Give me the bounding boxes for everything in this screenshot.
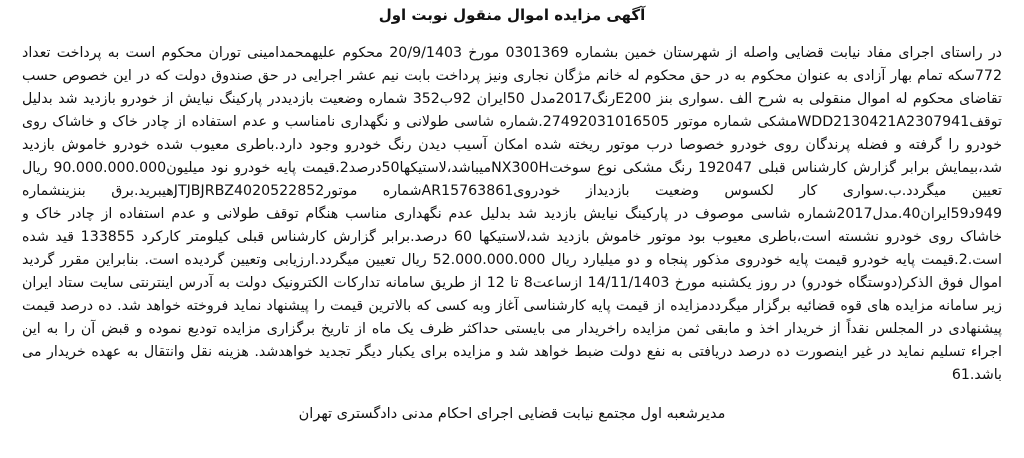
notice-body: در راستای اجرای مفاد نیابت قضایی واصله از شهرستان خمین بشماره 0301369 مورخ 20/9/1403 محکوم علیهمحمدامینی توران محکوم است به پرداخت تعداد 772سکه تمام بهار آزادی به عنوان محکوم به در حق محکوم له خانم مژگان نجاری ونیز پرداخت بابت نیم عشر اجرایی در حق صندوق دولت که در این خصوص حسب تقاضای محکوم له اموال منقولی به شرح الف .سواری بنز E200رنگ2017مدل 50ایران 92ب352 شماره وضعیت بازدیددر پارکینگ نیایش از خودرو بازدید شد بدلیل توقفWDD2130421A2307941مشکی شماره موتور 27492031016505.شماره شاسی طولانی و نگهداری نامناسب و عدم استفاده از چادر خاک و خاشاک روی خودرو را گرفته و فضله پرندگان روی خودرو خصوصا درب موتور ریخته شده امکان آسیب دیدن رنگ خودرو وجود دارد.باطری معیوب شده خودرو خاموش بازدید شد،بیمایش برابر گزارش کارشناس قبلی 192047 رنگ مشکی نوع سوختNX300Hمیباشد،لاستیکها50درصد2.قیمت پایه خودرو نود میلیون90.000.000.000 ریال تعیین میگردد.ب.سواری کار لکسوس وضعیت بازدیداز خودرویAR15763861شماره موتورJTJBJRBZ4020522852هیبرید.برق بنزینشماره 949د59ایران40.مدل2017شماره شاسی موصوف در پارکینگ نیایش بازدید شد بدلیل عدم نگهداری مناسب هنگام توقف طولانی و عدم استفاده از چادر خاک و خاشاک روی خودرو نشسته است،باطری معیوب بود موتور خاموش بازدید شد،لاستیکها 60 درصد.برابر گزارش کارشناس قبلی کیلومتر کارکرد 133855 قید شده است.2.قیمت پایه خودرو قیمت پایه خودروی مذکور پنجاه و دو میلیارد ریال 52.000.000.000 ریال تعیین میگردد.ارزیابی وتعیین گردیده است. بنابراین مقرر گردید اموال فوق الذکر(دوستگاه خودرو) در روز یکشنبه مورخ 14/11/1403 ازساعت8 تا 12 از طریق سامانه تدارکات الکترونیک دولت به آدرس اینترنتی سایت ستاد ایران زیر سامانه مزایده های قوه قضائیه برگزار میگرددمزایده از قیمت پایه کارشناسی آغاز وبه کسی که بالاترین قیمت را پیشنهاد نماید فروخته خواهد شد. ده درصد قیمت پیشنهادی در المجلس نقداً از خریدار اخذ و مابقی ثمن مزایده راخریدار می بایستی حداکثر ظرف یک ماه از تاریخ برگزاری مزایده تودیع نموده و قبض آن را به این اجراء تسلیم نماید در غیر اینصورت ده درصد دریافتی به نفع دولت ضبط خواهد شد و مزایده برای یکبار دیگر تجدید خواهدشد. هزینه نقل وانتقال به عهده خریدار می باشد.61 [22, 45, 1003, 383]
notice-signature: مدیرشعبه اول مجتمع نیابت قضایی اجرای احکام مدنی دادگستری تهران [298, 406, 726, 422]
notice-title: آگهی مزایده اموال منقول نوبت اول [378, 6, 646, 24]
